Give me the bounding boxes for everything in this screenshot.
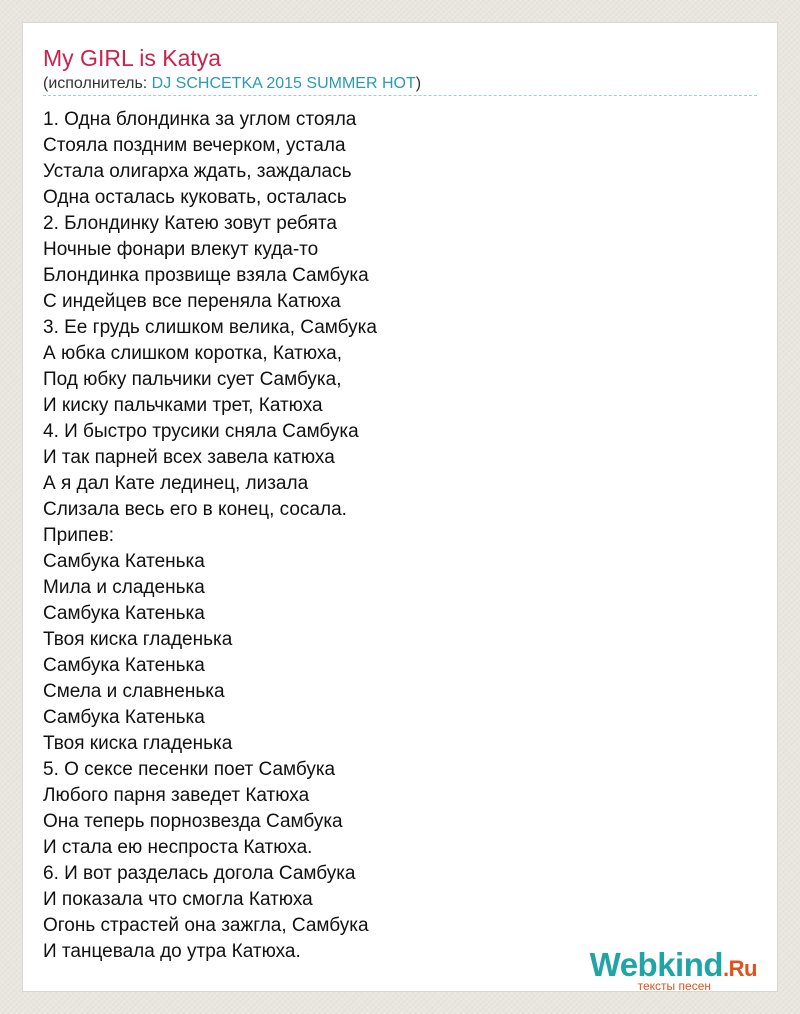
- lyric-line: Ночные фонари влекут куда-то: [43, 239, 319, 260]
- artist-prefix: (исполнитель:: [43, 75, 152, 92]
- lyric-line: А юбка слишком коротка, Катюха,: [43, 343, 342, 364]
- brand-tld: .Ru: [723, 956, 757, 981]
- artist-line: [43, 74, 421, 94]
- lyric-line: 6. И вот разделась догола Самбука: [43, 863, 356, 884]
- artist-suffix: ): [415, 75, 422, 92]
- lyric-line: Припев:: [43, 525, 115, 546]
- lyric-line: 3. Ее грудь слишком велика, Самбука: [43, 317, 377, 338]
- lyric-line: И танцевала до утра Катюха.: [43, 941, 301, 962]
- lyric-line: 2. Блондинку Катею зовут ребята: [43, 213, 337, 234]
- song-title: My GIRL is Katya: [43, 45, 222, 71]
- lyric-line: Одна осталась куковать, осталась: [43, 187, 347, 208]
- lyric-line: Любого парня заведет Катюха: [43, 785, 310, 806]
- lyric-line: С индейцев все переняла Катюха: [43, 291, 341, 312]
- lyric-line: Твоя киска гладенька: [43, 629, 233, 650]
- lyric-line: Под юбку пальчики сует Самбука,: [43, 369, 342, 390]
- lyric-line: Самбука Катенька: [43, 603, 205, 624]
- lyrics-text: [43, 107, 377, 965]
- lyric-line: И стала ею неспроста Катюха.: [43, 837, 313, 858]
- title-divider: [43, 95, 757, 96]
- lyric-line: И киску пальчками трет, Катюха: [43, 395, 323, 416]
- artist-link[interactable]: DJ SCHCETKA 2015 SUMMER HOT: [151, 75, 416, 92]
- lyric-line: И показала что смогла Катюха: [43, 889, 313, 910]
- lyric-line: Твоя киска гладенька: [43, 733, 233, 754]
- lyric-line: Огонь страстей она зажгла, Самбука: [43, 915, 369, 936]
- lyric-line: Устала олигарха ждать, заждалась: [43, 161, 352, 182]
- lyric-line: Она теперь порнозвезда Самбука: [43, 811, 343, 832]
- lyric-line: Самбука Катенька: [43, 707, 205, 728]
- lyric-line: Смела и славненька: [43, 681, 225, 702]
- lyric-line: Слизала весь его в конец, сосала.: [43, 499, 347, 520]
- lyric-line: И так парней всех завела катюха: [43, 447, 335, 468]
- site-brand[interactable]: [557, 945, 757, 992]
- lyrics-card: [22, 22, 778, 992]
- lyric-line: Самбука Катенька: [43, 655, 205, 676]
- lyric-line: Самбука Катенька: [43, 551, 205, 572]
- lyric-line: Блондинка прозвище взяла Самбука: [43, 265, 369, 286]
- brand-name: Webkind: [589, 946, 724, 983]
- lyric-line: 5. О сексе песенки поет Самбука: [43, 759, 336, 780]
- lyric-line: 1. Одна блондинка за углом стояла: [43, 109, 357, 130]
- lyric-line: Стояла поздним вечерком, устала: [43, 135, 346, 156]
- brand-tagline: тексты песен: [637, 979, 711, 992]
- lyric-line: Мила и сладенька: [43, 577, 205, 598]
- lyric-line: А я дал Кате лединец, лизала: [43, 473, 309, 494]
- lyric-line: 4. И быстро трусики сняла Самбука: [43, 421, 359, 442]
